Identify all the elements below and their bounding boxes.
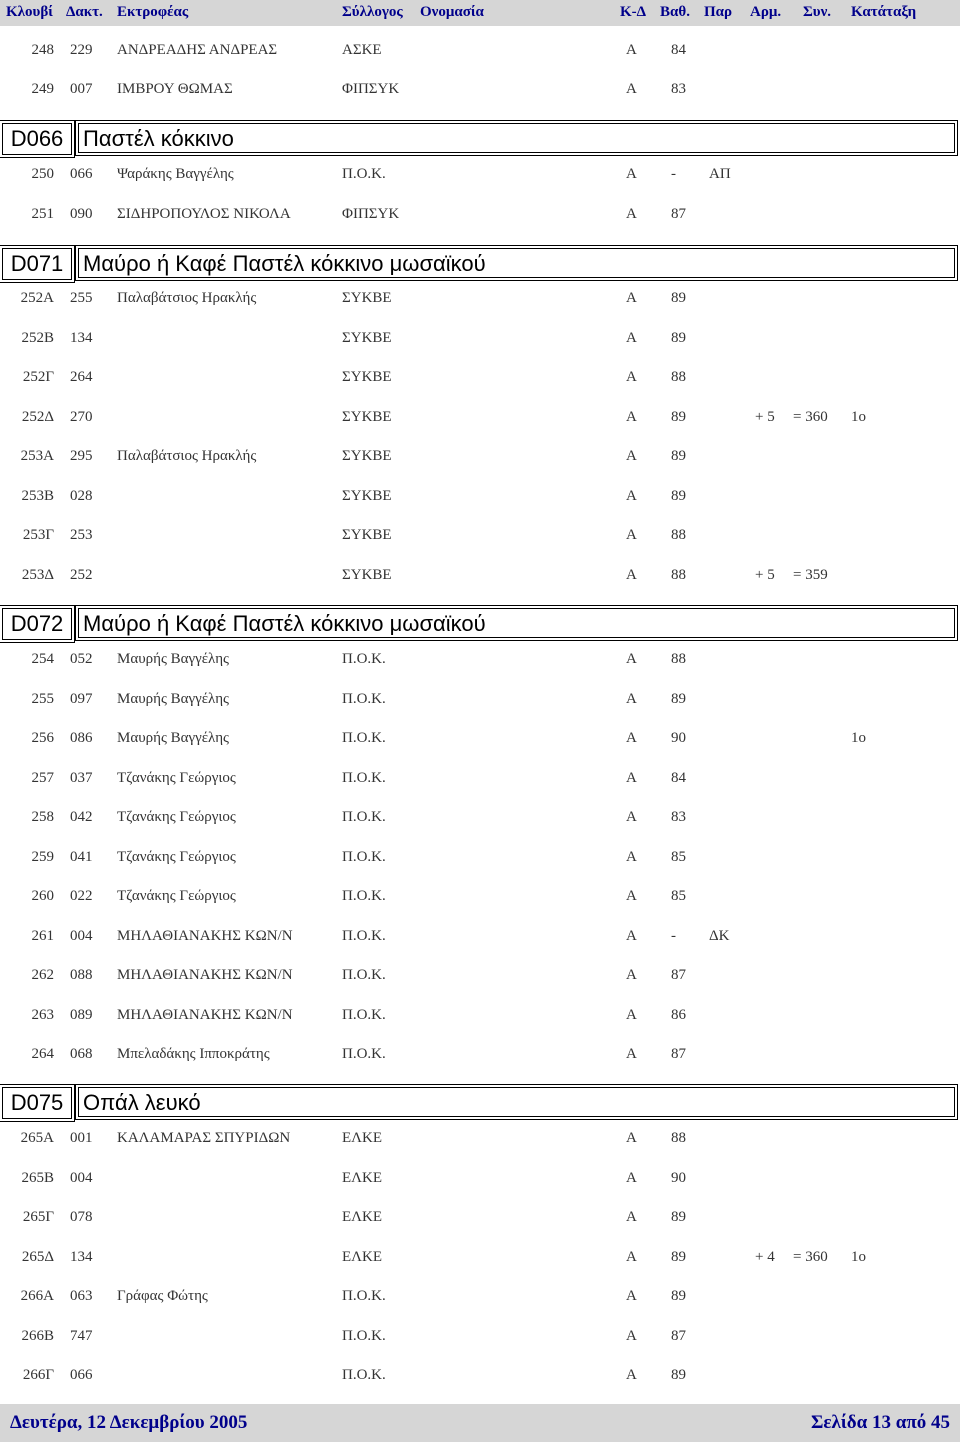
cell-name: ΑΝΔΡΕΑΔΗΣ ΑΝΔΡΕΑΣ <box>117 42 278 58</box>
cell-rank: 1ο <box>851 1249 866 1265</box>
cell-club: Π.Ο.Κ. <box>342 888 386 904</box>
cell-k: Α <box>626 290 637 306</box>
cell-code: 004 <box>70 1170 93 1186</box>
cell-name: ΚΑΛΑΜΑΡΑΣ ΣΠΥΡΙΔΩΝ <box>117 1130 291 1146</box>
cell-club: ΦΙΠΣΥΚ <box>342 206 400 222</box>
cell-score: 85 <box>671 888 686 904</box>
cell-code: 088 <box>70 967 93 983</box>
cell-code: 229 <box>70 42 93 58</box>
cell-score: - <box>671 166 676 182</box>
cell-club: Π.Ο.Κ. <box>342 1288 386 1304</box>
cell-num: 256 <box>31 730 54 746</box>
cell-code: 252 <box>70 567 93 583</box>
table-row <box>0 689 960 713</box>
cell-score: 90 <box>671 730 686 746</box>
cell-num: 254 <box>31 651 54 667</box>
cell-num: 263 <box>31 1007 54 1023</box>
cell-score: 87 <box>671 206 686 222</box>
cell-club: Π.Ο.Κ. <box>342 166 386 182</box>
cell-num: 253Β <box>21 488 54 504</box>
cell-rank: 1ο <box>851 409 866 425</box>
cell-club: Π.Ο.Κ. <box>342 770 386 786</box>
cell-score: 87 <box>671 967 686 983</box>
header-par: Παρ <box>704 4 733 20</box>
section-header <box>2 608 957 642</box>
table-row <box>0 847 960 871</box>
cell-note: ΑΠ <box>709 166 731 182</box>
cell-k: Α <box>626 1209 637 1225</box>
cell-k: Α <box>626 770 637 786</box>
cell-name: ΜΗΛΑΘΙΑΝΑΚΗΣ ΚΩΝ/Ν <box>117 1007 293 1023</box>
cell-num: 249 <box>31 81 54 97</box>
cell-name: Μαυρής Βαγγέλης <box>117 691 229 707</box>
cell-k: Α <box>626 448 637 464</box>
cell-code: 066 <box>70 1367 93 1383</box>
cell-num: 265Β <box>21 1170 54 1186</box>
cell-note: ΔΚ <box>709 928 730 944</box>
table-row <box>0 79 960 103</box>
cell-score: 83 <box>671 81 686 97</box>
footer-date: Δευτέρα, 12 Δεκεμβρίου 2005 <box>10 1412 248 1433</box>
cell-code: 089 <box>70 1007 93 1023</box>
cell-club: ΣΥΚΒΕ <box>342 527 392 543</box>
table-row <box>0 886 960 910</box>
cell-score: 88 <box>671 651 686 667</box>
cell-num: 266Γ <box>22 1367 54 1383</box>
section-header <box>2 123 957 157</box>
section-code: D071 <box>2 248 72 280</box>
cell-k: Α <box>626 409 637 425</box>
cell-code: 747 <box>70 1328 93 1344</box>
cell-code: 066 <box>70 166 93 182</box>
cell-score: 89 <box>671 488 686 504</box>
cell-score: 88 <box>671 369 686 385</box>
cell-num: 252Α <box>20 290 54 306</box>
cell-code: 078 <box>70 1209 93 1225</box>
table-row <box>0 40 960 64</box>
cell-score: 85 <box>671 849 686 865</box>
cell-num: 258 <box>31 809 54 825</box>
section-code: D075 <box>2 1087 72 1119</box>
cell-code: 086 <box>70 730 93 746</box>
cell-club: ΣΥΚΒΕ <box>342 488 392 504</box>
cell-k: Α <box>626 1170 637 1186</box>
section-title: Οπάλ λευκό <box>78 1087 955 1117</box>
cell-num: 264 <box>31 1046 54 1062</box>
table-row <box>0 1044 960 1068</box>
cell-code: 264 <box>70 369 93 385</box>
header-score: Βαθ. <box>660 4 690 20</box>
cell-name: Μαυρής Βαγγέλης <box>117 651 229 667</box>
cell-score: 88 <box>671 567 686 583</box>
cell-score: 90 <box>671 1170 686 1186</box>
table-row <box>0 446 960 470</box>
cell-num: 253Γ <box>22 527 54 543</box>
table-row <box>0 965 960 989</box>
table-row <box>0 1168 960 1192</box>
cell-plus: + 5 <box>755 567 775 583</box>
cell-club: ΕΛΚΕ <box>342 1249 383 1265</box>
footer-page-number: Σελίδα 13 από 45 <box>811 1412 950 1433</box>
cell-score: 88 <box>671 1130 686 1146</box>
table-row <box>0 1365 960 1389</box>
cell-score: 89 <box>671 1209 686 1225</box>
cell-name: ΜΗΛΑΘΙΑΝΑΚΗΣ ΚΩΝ/Ν <box>117 967 293 983</box>
cell-score: 83 <box>671 809 686 825</box>
table-row <box>0 407 960 431</box>
cell-club: ΕΛΚΕ <box>342 1130 383 1146</box>
cell-k: Α <box>626 369 637 385</box>
cell-score: 88 <box>671 527 686 543</box>
cell-club: Π.Ο.Κ. <box>342 691 386 707</box>
cell-score: 87 <box>671 1328 686 1344</box>
table-row <box>0 525 960 549</box>
header-kd: Κ-Δ <box>620 4 647 20</box>
cell-name: Τζανάκης Γεώργιος <box>117 809 236 825</box>
cell-club: ΕΛΚΕ <box>342 1170 383 1186</box>
cell-k: Α <box>626 42 637 58</box>
header-arm: Αρμ. <box>750 4 782 20</box>
table-row <box>0 164 960 188</box>
cell-k: Α <box>626 1249 637 1265</box>
cell-k: Α <box>626 1130 637 1146</box>
cell-club: Π.Ο.Κ. <box>342 1046 386 1062</box>
table-row <box>0 768 960 792</box>
cell-code: 052 <box>70 651 93 667</box>
cell-total: = 360 <box>793 409 828 425</box>
table-row <box>0 1207 960 1231</box>
cell-score: 89 <box>671 1288 686 1304</box>
cell-name: ΣΙΔΗΡΟΠΟΥΛΟΣ ΝΙΚΟΛΑ <box>117 206 291 222</box>
section-header <box>2 248 957 282</box>
cell-code: 042 <box>70 809 93 825</box>
cell-name: Ψαράκης Βαγγέλης <box>117 166 234 182</box>
cell-k: Α <box>626 1288 637 1304</box>
cell-code: 063 <box>70 1288 93 1304</box>
header-syn: Συν. <box>803 4 832 20</box>
cell-num: 248 <box>31 42 54 58</box>
cell-club: ΣΥΚΒΕ <box>342 369 392 385</box>
cell-club: ΣΥΚΒΕ <box>342 290 392 306</box>
cell-score: 89 <box>671 691 686 707</box>
cell-k: Α <box>626 928 637 944</box>
cell-plus: + 5 <box>755 409 775 425</box>
cell-club: Π.Ο.Κ. <box>342 967 386 983</box>
cell-code: 007 <box>70 81 93 97</box>
section-title: Παστέλ κόκκινο <box>78 123 955 153</box>
cell-score: 87 <box>671 1046 686 1062</box>
cell-club: ΑΣΚΕ <box>342 42 382 58</box>
table-row <box>0 649 960 673</box>
cell-k: Α <box>626 1046 637 1062</box>
cell-num: 253Α <box>20 448 54 464</box>
cell-k: Α <box>626 206 637 222</box>
cell-num: 259 <box>31 849 54 865</box>
cell-club: Π.Ο.Κ. <box>342 849 386 865</box>
table-row <box>0 1247 960 1271</box>
header-association: Σύλλογος <box>342 4 403 20</box>
cell-name: Μαυρής Βαγγέλης <box>117 730 229 746</box>
cell-num: 260 <box>31 888 54 904</box>
cell-score: 86 <box>671 1007 686 1023</box>
cell-club: Π.Ο.Κ. <box>342 928 386 944</box>
cell-club: ΦΙΠΣΥΚ <box>342 81 400 97</box>
section-title: Μαύρο ή Καφέ Παστέλ κόκκινο μωσαϊκού <box>78 608 955 638</box>
cell-score: 84 <box>671 42 686 58</box>
cell-code: 134 <box>70 330 93 346</box>
cell-club: ΣΥΚΒΕ <box>342 409 392 425</box>
cell-num: 252Β <box>21 330 54 346</box>
cell-club: Π.Ο.Κ. <box>342 809 386 825</box>
cell-k: Α <box>626 809 637 825</box>
cell-club: Π.Ο.Κ. <box>342 730 386 746</box>
table-row <box>0 565 960 589</box>
cell-name: Τζανάκης Γεώργιος <box>117 849 236 865</box>
cell-club: ΣΥΚΒΕ <box>342 330 392 346</box>
cell-k: Α <box>626 888 637 904</box>
cell-k: Α <box>626 730 637 746</box>
cell-name: ΙΜΒΡΟΥ ΘΩΜΑΣ <box>117 81 233 97</box>
cell-code: 134 <box>70 1249 93 1265</box>
cell-name: Μπελαδάκης Ιπποκράτης <box>117 1046 270 1062</box>
table-row <box>0 486 960 510</box>
section-header <box>2 1087 957 1121</box>
cell-code: 068 <box>70 1046 93 1062</box>
cell-num: 252Δ <box>21 409 54 425</box>
cell-code: 255 <box>70 290 93 306</box>
cell-k: Α <box>626 1367 637 1383</box>
cell-score: 89 <box>671 1367 686 1383</box>
cell-total: = 360 <box>793 1249 828 1265</box>
cell-num: 255 <box>31 691 54 707</box>
cell-rank: 1ο <box>851 730 866 746</box>
cell-num: 262 <box>31 967 54 983</box>
cell-score: 89 <box>671 290 686 306</box>
table-row <box>0 1286 960 1310</box>
cell-name: ΜΗΛΑΘΙΑΝΑΚΗΣ ΚΩΝ/Ν <box>117 928 293 944</box>
cell-name: Παλαβάτσιος Ηρακλής <box>117 290 257 306</box>
cell-score: 89 <box>671 409 686 425</box>
cell-club: Π.Ο.Κ. <box>342 1007 386 1023</box>
table-row <box>0 1326 960 1350</box>
cell-club: Π.Ο.Κ. <box>342 1328 386 1344</box>
cell-code: 037 <box>70 770 93 786</box>
cell-num: 250 <box>31 166 54 182</box>
cell-num: 257 <box>31 770 54 786</box>
table-row <box>0 807 960 831</box>
page-header <box>0 0 960 26</box>
cell-score: 89 <box>671 448 686 464</box>
cell-code: 022 <box>70 888 93 904</box>
cell-num: 266Α <box>20 1288 54 1304</box>
cell-score: 84 <box>671 770 686 786</box>
table-row <box>0 288 960 312</box>
header-club-idx: Κλουβί <box>6 4 53 20</box>
cell-k: Α <box>626 488 637 504</box>
cell-plus: + 4 <box>755 1249 775 1265</box>
cell-club: ΕΛΚΕ <box>342 1209 383 1225</box>
cell-code: 270 <box>70 409 93 425</box>
section-code: D066 <box>2 123 72 155</box>
cell-k: Α <box>626 1007 637 1023</box>
cell-code: 090 <box>70 206 93 222</box>
cell-num: 265Γ <box>22 1209 54 1225</box>
section-title: Μαύρο ή Καφέ Παστέλ κόκκινο μωσαϊκού <box>78 248 955 278</box>
table-row <box>0 1005 960 1029</box>
table-row <box>0 728 960 752</box>
cell-score: 89 <box>671 330 686 346</box>
cell-code: 295 <box>70 448 93 464</box>
cell-num: 265Δ <box>21 1249 54 1265</box>
cell-code: 253 <box>70 527 93 543</box>
cell-k: Α <box>626 567 637 583</box>
header-rank: Κατάταξη <box>851 4 917 20</box>
cell-k: Α <box>626 1328 637 1344</box>
cell-score: 89 <box>671 1249 686 1265</box>
cell-k: Α <box>626 651 637 667</box>
table-row <box>0 204 960 228</box>
cell-num: 266Β <box>21 1328 54 1344</box>
header-breeder: Εκτροφέας <box>117 4 189 20</box>
cell-club: ΣΥΚΒΕ <box>342 448 392 464</box>
cell-num: 253Δ <box>21 567 54 583</box>
cell-k: Α <box>626 967 637 983</box>
cell-club: Π.Ο.Κ. <box>342 651 386 667</box>
cell-num: 261 <box>31 928 54 944</box>
cell-code: 004 <box>70 928 93 944</box>
cell-name: Τζανάκης Γεώργιος <box>117 770 236 786</box>
cell-name: Γράφας Φώτης <box>117 1288 208 1304</box>
cell-k: Α <box>626 330 637 346</box>
cell-club: Π.Ο.Κ. <box>342 1367 386 1383</box>
section-code: D072 <box>2 608 72 640</box>
cell-k: Α <box>626 849 637 865</box>
cell-score: - <box>671 928 676 944</box>
cell-k: Α <box>626 691 637 707</box>
cell-k: Α <box>626 166 637 182</box>
cell-code: 041 <box>70 849 93 865</box>
cell-num: 251 <box>31 206 54 222</box>
table-row <box>0 328 960 352</box>
cell-num: 252Γ <box>22 369 54 385</box>
cell-name: Τζανάκης Γεώργιος <box>117 888 236 904</box>
cell-code: 028 <box>70 488 93 504</box>
header-ring-idx: Δακτ. <box>66 4 103 20</box>
cell-code: 001 <box>70 1130 93 1146</box>
table-row <box>0 367 960 391</box>
cell-name: Παλαβάτσιος Ηρακλής <box>117 448 257 464</box>
cell-club: ΣΥΚΒΕ <box>342 567 392 583</box>
cell-k: Α <box>626 81 637 97</box>
cell-code: 097 <box>70 691 93 707</box>
page-footer <box>0 1404 960 1442</box>
header-variety-name: Ονομασία <box>420 4 484 20</box>
cell-num: 265Α <box>20 1130 54 1146</box>
table-row <box>0 926 960 950</box>
cell-total: = 359 <box>793 567 828 583</box>
table-row <box>0 1128 960 1152</box>
cell-k: Α <box>626 527 637 543</box>
